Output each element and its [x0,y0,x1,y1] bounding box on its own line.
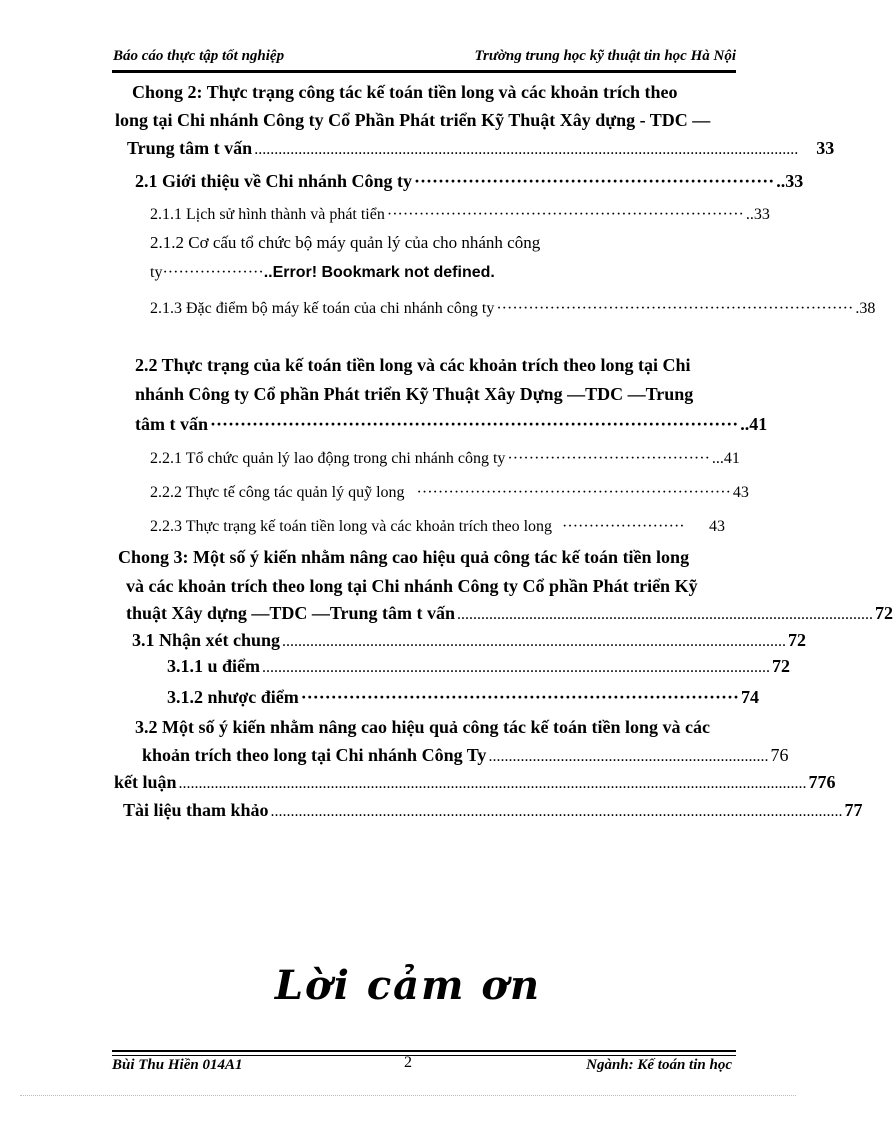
toc-tailieu [123,800,863,821]
header-left: Báo cáo thực tập tốt nghiệp [113,48,285,64]
toc-s212-error: ..Error! Bookmark not defined. [263,264,495,281]
toc-s32-title-end: khoản trích theo long tại Chi nhánh Công Ty [142,745,487,765]
toc-ch3-line2: và các khoản trích theo long tại Chi nhánh Công ty Cổ phần Phát triển Kỹ [126,576,698,596]
toc-s212-line2 [150,264,495,282]
toc-s223-page: 43 [709,518,725,535]
toc-s213-page: .38 [855,300,876,317]
toc-s312-title: 3.1.2 nhược điểm [167,687,299,707]
toc-s22-line3 [135,414,768,435]
toc-s311 [167,656,791,677]
dot-leader: ······································ [507,450,710,467]
dot-leader: ............................................................................................................................................... [270,803,843,820]
dot-leader: ...................................................................... [488,748,769,765]
toc-s222-page: 43 [732,484,749,501]
toc-s222 [150,484,749,502]
toc-ch3-line3 [126,603,893,624]
toc-s223-title: 2.2.3 Thực trạng kế toán tiền long và các khoản trích theo long [150,518,553,535]
toc-s311-page: 72 [772,656,791,676]
toc-s22-line1: 2.2 Thực trạng của kế toán tiền long và các khoản trích theo long tại Chi [135,355,691,375]
toc-ketluan-title: kết luận [114,772,177,792]
page-number: 2 [404,1054,412,1071]
toc-s312 [167,687,759,708]
toc-s213-title: 2.1.3 Đặc điểm bộ máy kế toán của chi nhánh công ty [150,300,495,317]
toc-ch2-page: 33 [816,138,835,158]
toc-s212-line1: 2.1.2 Cơ cấu tổ chức bộ máy quản lý của cho nhánh công [150,233,541,252]
footer-right: Ngành: Kế toán tin học [586,1057,732,1073]
toc-s212-title-end: ty [150,264,163,281]
toc-s22-title-end: tâm t vấn [135,414,208,434]
toc-ch2-title-end: Trung tâm t vấn [127,138,253,158]
toc-s31-page: 72 [788,630,807,650]
footer-rule-top [112,1050,736,1052]
toc-ch2-line3 [127,138,835,159]
dot-leader: ............................................................................................................................... [262,659,771,676]
dot-leader: ............................................................................................................................................................. [178,775,807,792]
toc-tailieu-title: Tài liệu tham khảo [123,800,269,820]
toc-ch3-title-end: thuật Xây dựng —TDC —Trung tâm t vấn [126,603,456,623]
toc-s31 [132,630,807,651]
toc-s312-page: 74 [741,687,759,707]
dot-leader: ···························································· [414,171,775,191]
toc-s211 [150,206,770,224]
toc-s32-line1: 3.2 Một số ý kiến nhằm nâng cao hiệu quả công tác kế toán tiền long và các [135,717,711,737]
toc-s21 [135,171,804,192]
toc-ketluan-page: 776 [808,772,836,792]
toc-tailieu-page: 77 [844,800,863,820]
toc-s221 [150,450,738,468]
dot-leader: ········································································· [300,687,739,707]
toc-s32-page: 76 [770,745,789,765]
toc-s21-page: ..33 [776,171,804,191]
dot-leader: ........................................................................................................................................ [254,141,799,158]
header-right: Trường trung học kỹ thuật tin học Hà Nội [474,48,736,64]
dot-leader: ························································································ [210,414,739,434]
toc-s311-title: 3.1.1 u điểm [167,656,261,676]
toc-s211-page: ..33 [745,206,770,223]
toc-s213 [150,300,876,318]
toc-s21-title: 2.1 Giới thiệu về Chi nhánh Công ty [135,171,413,191]
dot-leader: ··················· [162,264,264,281]
header-rule [112,70,736,73]
dot-leader: .............................................................................................................................. [282,633,787,650]
toc-ch3-page: 72 [875,603,893,623]
toc-s32-line2 [142,745,789,766]
toc-ch3-line1: Chong 3: Một số ý kiến nhằm nâng cao hiệu quả công tác kế toán tiền long [118,547,690,567]
footer-rule-bottom [112,1055,736,1056]
toc-s31-title: 3.1 Nhận xét chung [132,630,281,650]
toc-s22-page: ..41 [740,414,768,434]
toc-s223 [150,518,725,536]
thanks-title: Lời cảm ơn [274,962,542,1009]
footer-left: Bùi Thu Hiền 014A1 [112,1057,243,1073]
toc-ch2-line1: Chong 2: Thực trạng công tác kế toán tiền long và các khoản trích theo [132,82,678,102]
dot-leader: ··································································· [496,300,854,317]
toc-s221-title: 2.2.1 Tổ chức quản lý lao động trong chi nhánh công ty [150,450,506,467]
dot-leader: ··························································· [416,484,731,501]
page-edge-dotted [20,1095,796,1096]
toc-s211-title: 2.1.1 Lịch sử hình thành và phát tiển [150,206,385,223]
dot-leader: ··································································· [386,206,744,223]
toc-s22-line2: nhánh Công ty Cổ phần Phát triển Kỹ Thuật Xây Dựng —TDC —Trung [135,384,694,404]
toc-ch2-line2: long tại Chi nhánh Công ty Cổ Phần Phát triển Kỹ Thuật Xây dựng - TDC — [115,110,711,130]
toc-s222-title: 2.2.2 Thực tế công tác quản lý quỹ long [150,484,405,501]
toc-s221-page: ...41 [711,450,740,467]
dot-leader: ........................................................................................................ [457,606,874,623]
toc-ketluan [114,772,836,793]
dot-leader: ······················· [562,518,685,535]
